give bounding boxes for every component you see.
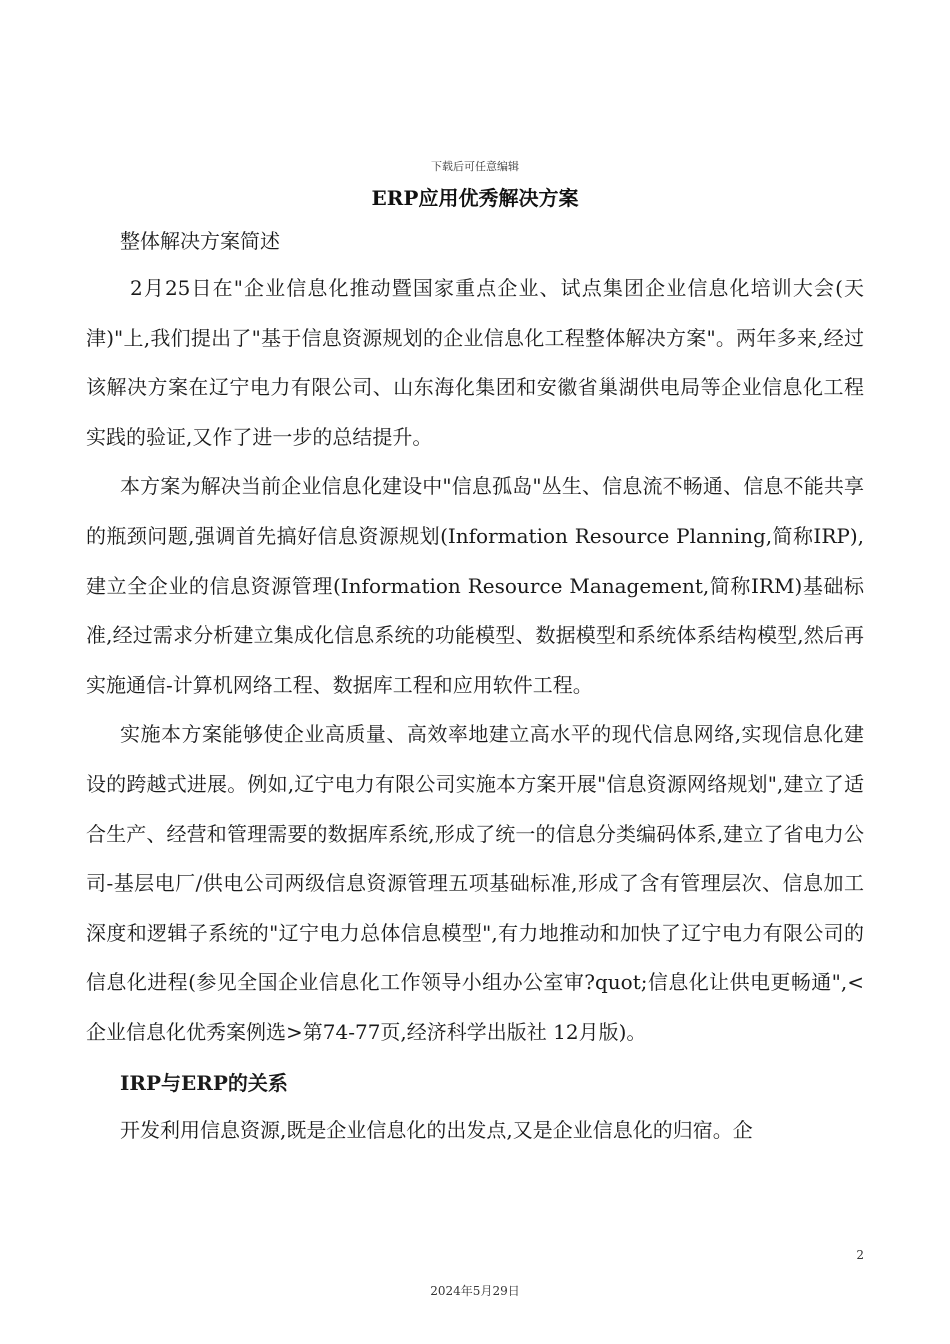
header-note: 下载后可任意编辑 bbox=[431, 160, 519, 173]
footer-date: 2024年5月29日 bbox=[430, 1284, 520, 1298]
section-heading-overview: 整体解决方案简述 bbox=[120, 229, 280, 253]
document-body bbox=[86, 222, 864, 1155]
document-title: ERP应用优秀解决方案 bbox=[371, 186, 579, 210]
paragraph-1: 2月25日在"企业信息化推动暨国家重点企业、试点集团企业信息化培训大会(天津)"上,我们提出了"基于信息资源规划的企业信息化工程整体解决方案"。两年多来,经过该解决方案在辽宁电力有限公司、山东海化集团和安徽省巢湖供电局等企业信息化工程实践的验证,又作了进一步的总结提升。 bbox=[86, 276, 864, 449]
section-heading-irp-erp: IRP与ERP的关系 bbox=[120, 1070, 288, 1095]
paragraph-4: 开发利用信息资源,既是企业信息化的出发点,又是企业信息化的归宿。企 bbox=[120, 1117, 753, 1142]
paragraph-2: 本方案为解决当前企业信息化建设中"信息孤岛"丛生、信息流不畅通、信息不能共享的瓶颈问题,强调首先搞好信息资源规划(Information Resource Planning,简称IRP),建立全企业的信息资源管理(Information Resource Management,简称IRM)基础标准,经过需求分析建立集成化信息系统的功能模型、数据模型和系统体系结构模型,然后再实施通信-计算机网络工程、数据库工程和应用软件工程。 bbox=[86, 474, 864, 697]
paragraph-3: 实施本方案能够使企业高质量、高效率地建立高水平的现代信息网络,实现信息化建设的跨越式进展。例如,辽宁电力有限公司实施本方案开展"信息资源网络规划",建立了适合生产、经营和管理需要的数据库系统,形成了统一的信息分类编码体系,建立了省电力公司-基层电厂/供电公司两级信息资源管理五项基础标准,形成了含有管理层次、信息加工深度和逻辑子系统的"辽宁电力总体信息模型",有力地推动和加快了辽宁电力有限公司的信息化进程(参见全国企业信息化工作领导小组办公室审?quot;信息化让供电更畅通",<企业信息化优秀案例选>第74-77页,经济科学出版社 12月版)。 bbox=[86, 722, 864, 1044]
page-number: 2 bbox=[856, 1248, 864, 1262]
